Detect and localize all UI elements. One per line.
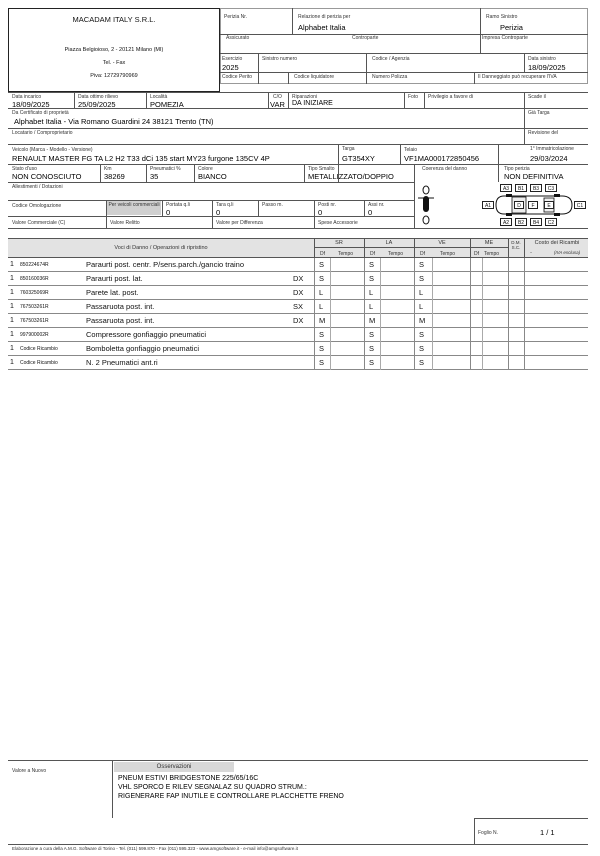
row-ve: S	[419, 274, 425, 283]
veicolo-label: Veicolo (Marca - Modello - Versione)	[12, 147, 93, 153]
zone-c1: C1	[574, 201, 586, 209]
row-code: Codice Ricambio	[20, 360, 58, 366]
colore-value: BIANCO	[198, 172, 227, 181]
valore-commerciale-label: Valore Commerciale (C)	[12, 220, 66, 226]
zone-d: D	[514, 201, 524, 209]
row-sr: S	[319, 344, 325, 353]
row-la: S	[369, 274, 375, 283]
relazione-label: Relazione di perizia per	[298, 14, 351, 20]
row-la: S	[369, 260, 375, 269]
data-incarico-value: 18/09/2025	[12, 100, 50, 109]
row-la: M	[369, 316, 376, 325]
allestimenti-label: Allestimenti / Dotazioni	[12, 184, 63, 190]
localita-label: Località	[150, 94, 168, 100]
row-ve: M	[419, 316, 426, 325]
tara-label: Tara q.li	[216, 202, 234, 208]
costo-header: Costo dei Ricambi	[534, 240, 580, 246]
per-veicoli-label: Per veicoli commerciali	[108, 202, 160, 208]
row-sr: S	[319, 330, 325, 339]
immatricolazione-value: 29/03/2024	[530, 154, 568, 163]
row-sr: S	[319, 358, 325, 367]
codice-perito-label: Codice Perito	[222, 74, 253, 80]
sub-tempo-sr: Tempo	[338, 251, 354, 257]
revisione-label: Revisione del	[528, 130, 559, 136]
sinistro-label: Sinistro numero	[262, 56, 298, 62]
row-side: DX	[293, 288, 304, 297]
row-qty: 1	[10, 303, 14, 310]
group-me: ME	[484, 240, 494, 246]
table-row	[8, 314, 588, 328]
targa-value: GT354XY	[342, 154, 375, 163]
osservazioni-label: Osservazioni	[156, 764, 192, 770]
credits: Elaborazione a cura della A.M.G. Software di Torino - Tel. (011) 599.870 - Fax (011) 595.323 - www.amgsoftware.it - e-mail info@amgsoftware.it	[12, 846, 298, 851]
row-sr: S	[319, 260, 325, 269]
row-sr: L	[319, 302, 324, 311]
assicurato-label: Assicurato	[226, 35, 250, 41]
gia-targa-label: Già Targa	[528, 110, 550, 116]
row-qty: 1	[10, 345, 14, 352]
row-desc: Bomboletta gonfiaggio pneumatici	[86, 344, 199, 353]
iva-header: (IVA esclusa)	[553, 250, 581, 255]
row-desc: Paraurti post. lat.	[86, 274, 143, 283]
row-sr: M	[319, 316, 326, 325]
group-la: LA	[385, 240, 393, 246]
row-desc: Passaruota post. int.	[86, 302, 155, 311]
sub-tempo-me: Tempo	[484, 251, 500, 257]
controparte-label: Controparte	[352, 35, 379, 41]
zone-b2: B2	[515, 218, 527, 226]
row-sr: S	[319, 274, 325, 283]
foto-label: Foto	[408, 94, 419, 100]
pneumatici-label: Pneumatici %	[150, 166, 181, 172]
immatricolazione-label: 1° Immatricolazione	[530, 146, 574, 152]
locatario-label: Locatario / Comproprietario	[12, 130, 73, 136]
riparazioni-label: Riparazioni	[292, 94, 318, 100]
row-la: L	[369, 288, 374, 297]
certificato-label: Da Certificato di proprietà	[12, 110, 69, 116]
zone-c2: C2	[545, 218, 557, 226]
data-incarico-label: Data incarico	[12, 94, 42, 100]
dm-sc-header: D.M. S.C.	[511, 240, 521, 250]
tipo-perizia-value: NON DEFINITIVA	[504, 172, 564, 181]
row-qty: 1	[10, 359, 14, 366]
zone-b4: B4	[530, 218, 542, 226]
row-ve: S	[419, 260, 425, 269]
data-sinistro-label: Data sinistro	[528, 56, 556, 62]
tipo-smalto-label: Tipo Smalto	[308, 166, 335, 172]
sub-df-sr: Df	[320, 251, 325, 257]
scade-label: Scade il	[528, 94, 546, 100]
sub-df-ve: Df	[420, 251, 425, 257]
valore-nuovo-label: Valore a Nuovo	[12, 768, 47, 774]
row-desc: Parete lat. post.	[86, 288, 139, 297]
row-sr: L	[319, 288, 324, 297]
assi-value: 0	[368, 208, 373, 217]
row-desc: Paraurti post. centr. P/sens.parch./gancio traino	[86, 260, 245, 269]
posti-value: 0	[318, 208, 323, 217]
row-code: 997900002R	[20, 332, 49, 338]
company-vat: Piva: 12729790969	[90, 73, 138, 79]
sub-tempo-la: Tempo	[388, 251, 404, 257]
company-box	[8, 8, 220, 92]
row-code: 767503261R	[20, 318, 49, 324]
passo-label: Passo m.	[262, 202, 283, 208]
data-rilievo-label: Data ottimo rilievo	[78, 94, 119, 100]
table-row	[8, 356, 588, 370]
valore-relitto-label: Valore Relitto	[110, 220, 140, 226]
sub-tempo-ve: Tempo	[440, 251, 456, 257]
osservazioni-line-1: PNEUM ESTIVI BRIDGESTONE 225/65/16C	[118, 775, 259, 782]
data-sinistro-value: 18/09/2025	[528, 63, 566, 72]
stato-label: Stato d'uso	[12, 166, 37, 172]
omologazione-label: Codice Omologazione	[12, 203, 62, 209]
row-qty: 1	[10, 275, 14, 282]
row-code: 760325069R	[20, 290, 49, 296]
esercizio-label: Esercizio	[222, 56, 243, 62]
ramo-label: Ramo Sinistro	[486, 14, 518, 20]
row-desc: Compressore gonfiaggio pneumatici	[86, 330, 207, 339]
car-diagram	[416, 182, 588, 228]
row-code: 850160036R	[20, 276, 49, 282]
table-row	[8, 328, 588, 342]
zone-a1: A1	[482, 201, 494, 209]
row-la: S	[369, 330, 375, 339]
row-ve: L	[419, 288, 424, 297]
targa-label: Targa	[342, 146, 355, 152]
zone-b3: B3	[530, 184, 542, 192]
row-side: SX	[293, 302, 304, 311]
esercizio-value: 2025	[222, 63, 239, 72]
company-contacts: Tel. - Fax	[102, 60, 126, 66]
veicolo-value: RENAULT MASTER FG TA L2 H2 T33 dCi 135 start MY23 furgone 135CV 4P	[12, 154, 270, 163]
row-qty: 1	[10, 317, 14, 324]
telaio-label: Telaio	[404, 147, 418, 153]
tipo-perizia-label: Tipo perizia	[504, 166, 530, 172]
spese-accessorie-label: Spese Accessorie	[318, 220, 358, 226]
stato-value: NON CONOSCIUTO	[12, 172, 82, 181]
impresa-label: Impresa Controparte	[482, 35, 528, 41]
posti-label: Posti nr.	[318, 202, 337, 208]
colore-label: Colore	[198, 166, 213, 172]
row-ve: L	[419, 302, 424, 311]
osservazioni-line-2: VHL SPORCO E RILEV SEGNALAZ SU QUADRO STRUM.:	[118, 784, 307, 791]
row-qty: 1	[10, 289, 14, 296]
portata-label: Portata q.li	[166, 202, 190, 208]
row-side: DX	[293, 316, 304, 325]
table-row	[8, 258, 588, 272]
zone-a2: A2	[500, 218, 512, 226]
localita-value: POMEZIA	[150, 100, 184, 109]
assi-label: Assi nr.	[368, 202, 385, 208]
osservazioni-line-3: RIGENERARE FAP INUTILE E CONTROLLARE PLACCHETTE FRENO	[118, 793, 344, 800]
tara-value: 0	[216, 208, 221, 217]
zone-b1: B1	[515, 184, 527, 192]
km-value: 38269	[104, 172, 125, 181]
danneggiato-label: Il Danneggiato può recuperare l'IVA	[478, 74, 557, 80]
privilegio-label: Privilegio a favore di	[428, 94, 474, 100]
zone-c3: C3	[545, 184, 557, 192]
row-ve: S	[419, 358, 425, 367]
table-row	[8, 272, 588, 286]
row-ve: S	[419, 344, 425, 353]
row-la: S	[369, 358, 375, 367]
row-side: DX	[293, 274, 304, 283]
ramo-value: Perizia	[500, 23, 523, 32]
row-code: Codice Ricambio	[20, 346, 58, 352]
costo-dash: -	[530, 250, 532, 256]
co-value: VAR	[270, 100, 285, 109]
foglio-value: 1 / 1	[540, 828, 555, 837]
zone-a3: A3	[500, 184, 512, 192]
perizia-nr-label: Perizia Nr.	[224, 14, 248, 20]
group-ve: VE	[438, 240, 446, 246]
relazione-value: Alphabet Italia	[298, 23, 346, 32]
co-label: C/O	[273, 94, 282, 100]
row-ve: S	[419, 330, 425, 339]
codice-liquidatore-label: Codice liquidatore	[294, 74, 335, 80]
row-desc: N. 2 Pneumatici ant.ri	[86, 358, 158, 367]
sub-df-me: Df	[474, 251, 479, 257]
row-code: 767503261R	[20, 304, 49, 310]
proprietario-value: Alphabet Italia - Via Romano Guardini 24 38121 Trento (TN)	[14, 117, 214, 126]
valore-differenza-label: Valore per Differenza	[216, 220, 263, 226]
portata-value: 0	[166, 208, 171, 217]
numero-polizza-label: Numero Polizza	[372, 74, 408, 80]
voci-header: Voci di Danno / Operazioni di ripristino	[114, 245, 208, 251]
km-label: Km	[104, 166, 112, 172]
tipo-smalto-value: METALLIZZATO/DOPPIO	[308, 172, 394, 181]
table-row	[8, 286, 588, 300]
row-qty: 1	[10, 331, 14, 338]
coerenza-label: Coerenza del danno	[422, 166, 468, 172]
pneumatici-value: 35	[150, 172, 159, 181]
sub-df-la: Df	[370, 251, 375, 257]
telaio-value: VF1MA000172850456	[404, 154, 480, 163]
row-la: S	[369, 344, 375, 353]
row-la: L	[369, 302, 374, 311]
riparazioni-value: DA INIZIARE	[292, 100, 333, 107]
group-sr: SR	[335, 240, 343, 246]
company-name: MACADAM ITALY S.R.L.	[72, 15, 156, 24]
row-qty: 1	[10, 261, 14, 268]
table-row	[8, 342, 588, 356]
row-code: 850224674R	[20, 262, 49, 268]
zone-e: E	[544, 201, 554, 209]
row-desc: Passaruota post. int.	[86, 316, 155, 325]
codice-agenzia-label: Codice / Agenzia	[372, 56, 410, 62]
data-rilievo-value: 25/09/2025	[78, 100, 116, 109]
table-row	[8, 300, 588, 314]
zone-f: F	[528, 201, 538, 209]
foglio-label: Foglio N.	[478, 830, 499, 836]
company-address: Piazza Belgioioso, 2 - 20121 Milano (MI)	[64, 47, 164, 53]
